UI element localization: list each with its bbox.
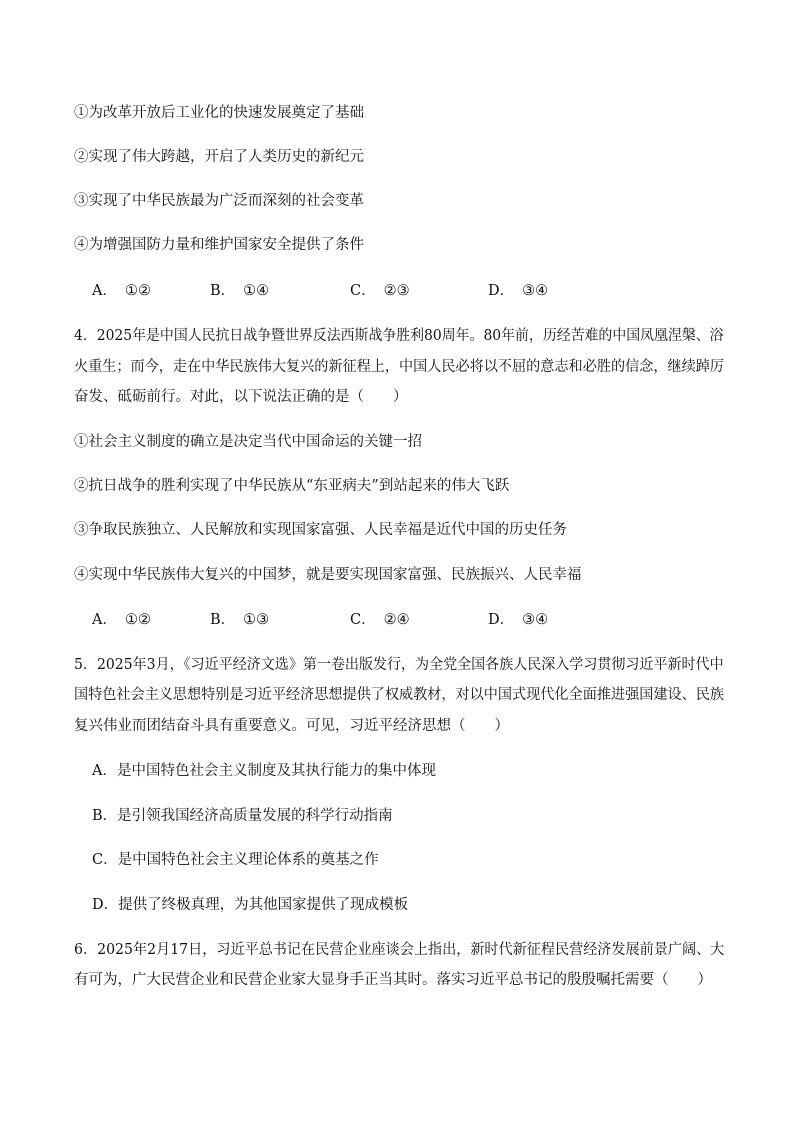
option-value: ①② <box>124 612 151 628</box>
q4-option-c[interactable] <box>350 610 410 630</box>
option-value: ①③ <box>243 612 270 628</box>
q5-stem-line-3: 复兴伟业而团结奋斗具有重要意义。可见，习近平经济思想（ ） <box>74 718 509 734</box>
option-key: D． <box>488 612 515 628</box>
q6-stem-line-2: 有可为，广大民营企业和民营企业家大显身手正当其时。落实习近平总书记的殷殷嘱托需要（ ） <box>74 972 712 988</box>
q3-option-b[interactable] <box>210 281 269 301</box>
option-key: B． <box>210 283 236 299</box>
q5-choice-c[interactable]: C．是中国特色社会主义理论体系的奠基之作 <box>92 852 379 868</box>
q4-option-a[interactable] <box>92 610 151 630</box>
option-value: ③④ <box>522 612 549 628</box>
q4-stem-line-1: 4．2025年是中国人民抗日战争暨世界反法西斯战争胜利80周年。80年前，历经苦难的中国凤凰涅槃、浴 <box>74 328 724 344</box>
q5-choice-a[interactable]: A．是中国特色社会主义制度及其执行能力的集中体现 <box>92 763 436 779</box>
q5-stem-line-2: 国特色社会主义思想特别是习近平经济思想提供了权威教材，对以中国式现代化全面推进强国建设、民族 <box>74 687 724 703</box>
option-key: D． <box>488 283 515 299</box>
q4-stem-line-3: 奋发、砥砺前行。对此，以下说法正确的是（ ） <box>74 389 408 405</box>
option-key: B． <box>210 612 236 628</box>
option-value: ③④ <box>522 283 549 299</box>
q4-statement-4: ④实现中华民族伟大复兴的中国梦，就是要实现国家富强、民族振兴、人民幸福 <box>74 567 582 583</box>
q3-statement-2: ②实现了伟大跨越，开启了人类历史的新纪元 <box>74 149 364 165</box>
q4-options <box>92 610 692 630</box>
q3-statement-3: ③实现了中华民族最为广泛而深刻的社会变革 <box>74 193 364 209</box>
q4-statement-2: ②抗日战争的胜利实现了中华民族从“东亚病夫”到站起来的伟大飞跃 <box>74 478 510 494</box>
q3-option-a[interactable] <box>92 281 151 301</box>
option-value: ①④ <box>243 283 270 299</box>
option-key: A． <box>92 283 117 299</box>
q4-option-d[interactable] <box>488 610 548 630</box>
option-key: A． <box>92 612 117 628</box>
option-value: ②③ <box>383 283 410 299</box>
option-key: C． <box>350 283 376 299</box>
q3-options <box>92 281 692 301</box>
q4-statement-3: ③争取民族独立、人民解放和实现国家富强、人民幸福是近代中国的历史任务 <box>74 522 567 538</box>
q3-statement-4: ④为增强国防力量和维护国家安全提供了条件 <box>74 237 364 253</box>
q6-stem-line-1: 6．2025年2月17日，习近平总书记在民营企业座谈会上指出，新时代新征程民营经济发展前景广阔、大 <box>74 942 725 958</box>
q5-stem-line-1: 5．2025年3月，《习近平经济文选》第一卷出版发行，为全党全国各族人民深入学习贯彻习近平新时代中 <box>74 657 724 673</box>
q4-stem-line-2: 火重生；而今，走在中华民族伟大复兴的新征程上，中国人民必将以不屈的意志和必胜的信念，继续踔厉 <box>74 359 724 375</box>
q5-choice-d[interactable]: D．提供了终极真理，为其他国家提供了现成模板 <box>92 897 409 913</box>
option-value: ②④ <box>383 612 410 628</box>
q4-option-b[interactable] <box>210 610 269 630</box>
q4-statement-1: ①社会主义制度的确立是决定当代中国命运的关键一招 <box>74 434 422 450</box>
q3-option-c[interactable] <box>350 281 410 301</box>
option-key: C． <box>350 612 376 628</box>
option-value: ①② <box>124 283 151 299</box>
q3-statement-1: ①为改革开放后工业化的快速发展奠定了基础 <box>74 105 364 121</box>
q5-choice-b[interactable]: B．是引领我国经济高质量发展的科学行动指南 <box>92 808 393 824</box>
q3-option-d[interactable] <box>488 281 548 301</box>
